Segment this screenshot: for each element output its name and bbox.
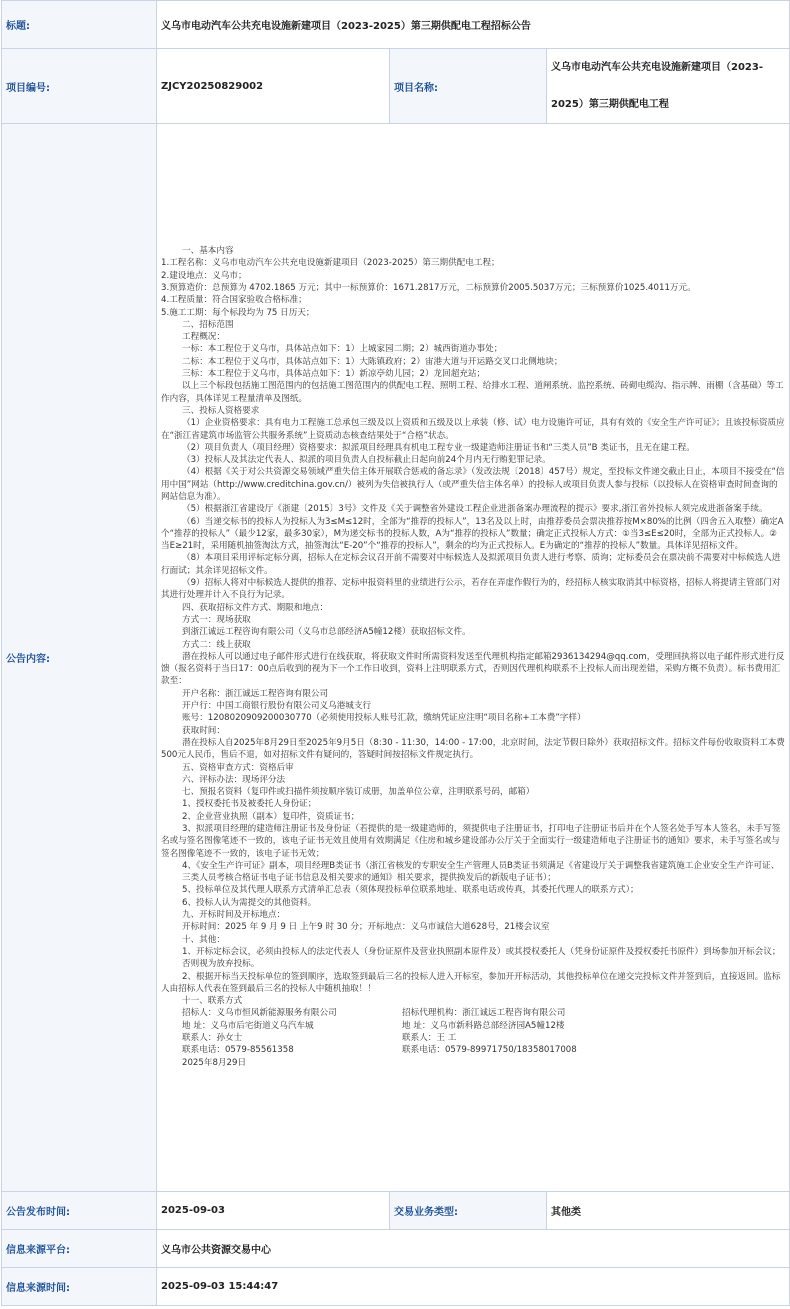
source-platform-row xyxy=(2,1230,790,1268)
contact-row-4 xyxy=(182,1044,785,1056)
content-line: 1、授权委托书及被委托人身份证； xyxy=(182,799,317,810)
content-line: 六、评标办法：现场评分法 xyxy=(182,774,286,785)
content-line: 十一、联系方式 xyxy=(182,996,243,1007)
trade-type-value: 其他类 xyxy=(547,1192,790,1230)
tenderer-name: 招标人：义乌市恒风新能源服务有限公司 xyxy=(182,1008,337,1019)
content-line: 二标：本工程位于义乌市，具体站点如下：1）大陈镇政府；2）宙港大道与开运路交叉口北侧地块； xyxy=(182,356,563,367)
content-line: （4）根据《关于对公共资源交易领域严重失信主体开展联合惩戒的备忘录》（发改法规〔2018〕457号）规定，至投标文件递交截止日止，本项目不接受在“信用中国”网站（http://www.creditchina.gov.cn/）被列为失信被执行人（或严重失信主体名单）的投标人或项目负责人参与投标（以投标人在资格审查时间查询的网站信息为准）。 xyxy=(161,467,785,502)
project-name-label: 项目名称: xyxy=(390,49,547,124)
content-label: 公告内容: xyxy=(2,124,157,1192)
content-line: 二、招标范围 xyxy=(182,319,234,330)
content-line: 五、资格审查方式：资格后审 xyxy=(182,762,294,773)
content-line: 3.预算造价：总预算为 4702.1865 万元；其中一标预算价：1671.2817万元，二标预算价2005.5037万元；三标预算价1025.4011万元。 xyxy=(161,282,696,293)
content-line: （1）企业资格要求：具有电力工程施工总承包三级及以上资质和五级及以上承装（修、试）电力设施许可证，具有有效的《安全生产许可证》；且该投标资质应在“浙江省建筑市场监管公共服务系统”上资质动态核查结果处于“合格”状态。 xyxy=(161,418,785,441)
source-platform-label: 信息来源平台: xyxy=(2,1230,157,1268)
content-line: 方式二：线上获取 xyxy=(182,639,251,650)
contact-row-2 xyxy=(182,1020,785,1032)
trade-type-label: 交易业务类型: xyxy=(390,1192,547,1230)
content-line: 四、获取招标文件方式、期限和地点： xyxy=(182,602,329,613)
announcement-date: 2025年8月29日 xyxy=(182,1057,247,1068)
agent-address: 地 址：义乌市新科路总部经济园A5幢12楼 xyxy=(402,1020,565,1031)
content-line: 1、开标定标会议，必须由投标人的法定代表人（身份证原件及营业执照副本原件及）或其授权委托人（凭身份证原件及授权委托书原件）到场参加开标会议；否则视为放弃投标。 xyxy=(182,946,781,970)
content-line: 4、《安全生产许可证》副本，项目经理B类证书（浙江省核发的专职安全生产管理人员B类证书须满足《省建设厅关于调整我省建筑施工企业安全生产许可证、三类人员考核合格证书电子证书信息及相关要求的通知》相关要求，提供换发后的新版电子证书）； xyxy=(182,860,780,884)
agent-phone: 联系电话：0579-89971750/18358017008 xyxy=(402,1045,577,1056)
content-line: 2.建设地点：义乌市； xyxy=(161,270,247,281)
content-row xyxy=(2,124,790,1192)
content-line: （2）项目负责人（项目经理）资格要求：拟派项目经理具有机电工程专业一级建造师注册证书和“三类人员”B 类证书，且无在建工程。 xyxy=(182,442,695,453)
content-line: （3）投标人及其法定代表人、拟派的项目负责人自投标截止日起向前24个月内无行贿犯罪记录。 xyxy=(182,455,551,466)
content-line: （5）根据浙江省建设厅《浙建〔2015〕3号》文件及《关于调整省外建设工程企业进浙备案办理流程的提示》要求,浙江省外投标人须完成进浙备案手续。 xyxy=(182,504,768,515)
project-name-value xyxy=(547,49,790,124)
content-line: 工程概况： xyxy=(182,332,225,343)
title-label: 标题: xyxy=(2,1,157,49)
content-line: 七、预报名资料（复印件或扫描件须按顺序装订成册，加盖单位公章，注明联系号码，邮箱） xyxy=(182,787,535,798)
content-line: 潜在投标人可以通过电子邮件形式进行在线获取，将获取文件时所需资料发送至代理机构指定邮箱2936134294@qq.com，受理回执将以电子邮件形式进行反馈（报名资料于当日17：00点后收到的视为下一个工作日收到，资料上注明联系方式，否则因代理机构联系不上投标人而出现差错，采购方概不负责）。标书费用汇款至： xyxy=(161,651,785,687)
content-line: 3、拟派项目经理的建造师注册证书及身份证（若提供的是一级建造师的，须提供电子注册证书，打印电子注册证书后并在个人签名处手写本人签名，未手写签名或与签名图像笔迹不一致的，该电子证书无效且使用有效期满足《住房和城乡建设部办公厅关于全面实行一级建造师电子注册证书的通知》要求，未手写签名或与签名图像笔迹不一致的，该电子证书无效； xyxy=(161,824,781,859)
content-line: 潜在投标人自2025年8月29日至2025年9月5日（8:30 - 11:30，14:00 - 17:00，北京时间，法定节假日除外）获取招标文件。招标文件每份收取资料工本费500元人民币，售后不退，如对招标文件有疑问的，答疑时间按招标文件规定执行。 xyxy=(161,737,785,761)
content-line: 5、投标单位及其代理人联系方式清单汇总表（须体现投标单位联系地址、联系电话或传真，其委托代理人的联系方式）； xyxy=(182,885,639,896)
content-line: 1.工程名称：义乌市电动汽车公共充电设施新建项目（2023-2025）第三期供配电工程； xyxy=(161,258,500,269)
content-line: 以上三个标段包括施工图范围内的包括施工图范围内的供配电工程、照明工程、给排水工程、道闸系统、监控系统、砖砌电缆沟、指示牌、雨棚（含基础）等工作内容，具体详见工程量清单及图纸。 xyxy=(161,381,784,404)
project-no-label: 项目编号: xyxy=(2,49,157,124)
announcement-table xyxy=(1,0,790,1306)
content-line: 账号：1208020909200030770（必须使用投标人账号汇款，缴纳凭证应注明“项目名称+工本费”字样） xyxy=(182,713,586,724)
content-line: 九、开标时间及开标地点： xyxy=(182,910,286,921)
content-line: （6）当递交标书的投标人为投标人为3≤M≤12时，全部为“推荐的投标人”，13名及以上时，由推荐委员会票决推荐按M×80%的比例（四舍五入取整）确定A个“推荐的投标人”（最少12家，最多30家），M为递交标书的投标人数，A为“推荐的投标人”数量；确定正式投标人方式：①当3≤E≤20时，全部为正式投标人。②当E≥21时，采用随机抽签淘汰方式，抽签淘汰“E-20”个“推荐的投标人”，剩余的均为正式投标人。E为确定的“推荐的投标人”数量。具体详见招标文件。 xyxy=(161,516,784,552)
content-line: 开标时间：2025 年 9 月 9 日 上午9 时 30 分；开标地点：义乌市诚信大道628号，21楼会议室 xyxy=(182,922,550,933)
content-line: 开户名称：浙江诚远工程咨询有限公司 xyxy=(182,688,329,699)
content-line: 十、其他： xyxy=(182,934,225,945)
project-name-line1: 义乌市电动汽车公共充电设施新建项目（2023- xyxy=(551,62,763,73)
publish-time-label: 公告发布时间: xyxy=(2,1192,157,1230)
tenderer-phone: 联系电话：0579-85561358 xyxy=(182,1045,294,1056)
contact-row-1 xyxy=(182,1007,785,1019)
content-body xyxy=(157,124,790,1192)
content-line: 一标：本工程位于义乌市，具体站点如下：1）上城家园二期；2）城西街道办事处； xyxy=(182,344,503,355)
publish-row xyxy=(2,1192,790,1230)
agent-contact: 联系人：王 工 xyxy=(402,1033,457,1044)
contact-block xyxy=(161,1007,785,1068)
content-line: 6、投标人认为需提交的其他资料。 xyxy=(182,897,317,908)
content-line: 4.工程质量：符合国家验收合格标准； xyxy=(161,295,307,306)
content-line: 2、根据开标当天投标单位的签到顺序，选取签到最后三名的投标人进入开标室，参加开开标活动，其他投标单位在递交完投标文件并签到后，直接返回。监标人由招标人代表在签到最后三名的投标人中随机抽取！！ xyxy=(161,971,781,994)
project-no-value: ZJCY20250829002 xyxy=(157,49,390,124)
publish-time-value: 2025-09-03 xyxy=(157,1192,390,1230)
project-name-line2: 2025）第三期供配电工程 xyxy=(551,99,669,110)
content-line: 开户行：中国工商银行股份有限公司义乌港城支行 xyxy=(182,701,372,712)
content-line: （8）本项目采用评标定标分离，招标人在定标会议召开前不需要对中标候选人及拟派项目负责人进行考察、质询；定标委员会在票决前不需要对中标候选人进行面试；其余详见招标文件。 xyxy=(161,553,781,576)
content-line: 方式一：现场获取 xyxy=(182,614,251,625)
title-row xyxy=(2,1,790,49)
content-lines xyxy=(161,245,785,1007)
tenderer-contact: 联系人：孙女士 xyxy=(182,1033,243,1044)
source-time-value: 2025-09-03 15:44:47 xyxy=(157,1268,790,1306)
content-line: 5.施工工期：每个标段均为 75 日历天； xyxy=(161,307,315,318)
contact-row-3 xyxy=(182,1032,785,1044)
content-line: 到浙江诚远工程咨询有限公司（义乌市总部经济A5幢12楼）获取招标文件。 xyxy=(182,627,471,638)
content-line: 三标：本工程位于义乌市，具体站点如下：1）新凉亭幼儿园；2）龙回超充站； xyxy=(182,369,486,380)
project-row xyxy=(2,49,790,124)
source-platform-value: 义乌市公共资源交易中心 xyxy=(157,1230,790,1268)
content-line: 三、投标人资格要求 xyxy=(182,405,260,416)
title-value: 义乌市电动汽车公共充电设施新建项目（2023-2025）第三期供配电工程招标公告 xyxy=(157,1,790,49)
source-time-row xyxy=(2,1268,790,1306)
content-line: 2、企业营业执照（副本）复印件，资质证书； xyxy=(182,811,360,822)
source-time-label: 信息来源时间: xyxy=(2,1268,157,1306)
content-line: 一、基本内容 xyxy=(182,246,234,257)
tenderer-address: 地 址：义乌市后宅街道义乌汽车城 xyxy=(182,1020,314,1031)
content-line: （9）招标人将对中标候选人提供的推荐、定标申报资料里的业绩进行公示，若存在弄虚作假行为的，经招标人核实取消其中标资格，招标人将提请主管部门对其进行处理并计入不良行为记录。 xyxy=(161,578,781,601)
content-line: 获取时间： xyxy=(182,725,225,736)
agent-name: 招标代理机构：浙江诚远工程咨询有限公司 xyxy=(402,1008,566,1019)
